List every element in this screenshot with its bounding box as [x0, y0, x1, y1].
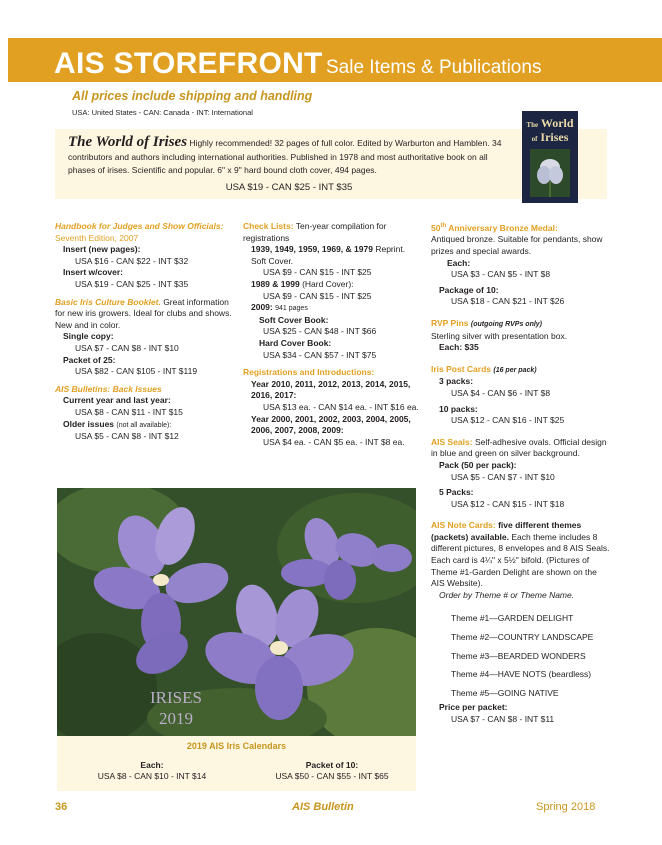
featured-book-description-block	[68, 136, 508, 178]
seals-heading	[431, 437, 611, 460]
item-label: Price per packet:	[439, 702, 508, 713]
calendar-photo-caption	[141, 687, 211, 729]
older-issues-line	[55, 419, 233, 432]
note-cards-title: AIS Note Cards:	[431, 520, 496, 531]
theme-item: Theme #1—GARDEN DELIGHT	[451, 613, 574, 624]
handbook-edition: Seventh Edition, 2007	[55, 232, 139, 243]
item-label: Packet of 10:	[305, 760, 359, 770]
item-price: USA $82 - CAN $105 - INT $119	[75, 366, 198, 377]
item-price: USA $12 - CAN $16 - INT $25	[451, 415, 565, 426]
item-label: 5 Packs:	[439, 487, 474, 498]
medal-heading	[431, 221, 611, 234]
item-label: Year 2000, 2001, 2002, 2003, 2004, 2005, 2006, 2007, 2008, 2009:	[251, 413, 411, 436]
item-price: USA $16 - CAN $22 - INT $32	[75, 255, 189, 266]
theme-item: Theme #3—BEARDED WONDERS	[451, 650, 586, 661]
item-label: 2009:	[251, 302, 273, 313]
item-label: 1989 & 1999	[251, 278, 300, 289]
culture-booklet-title: Basic Iris Culture Booklet.	[55, 296, 161, 307]
item-label: Insert (new pages):	[63, 244, 141, 255]
note-cards-description: Each theme includes 8 different pictures, 8 envelopes and 8 AIS Seals. Each card is 4¼" x 5½" bifold. (Pictures of Theme #1-Garden Delight are shown on the AIS Website).	[431, 531, 610, 589]
featured-book-description: Highly recommended! 32 pages of full color. Edited by Warburton and Hamblen. 34 contributors and authors including international authorities. Published in 1978 and most authoritative book on all phases of irises. Scientific and popular. 6" x 9" hard bound cloth cover, 494 pages.	[68, 138, 502, 175]
bulletins-heading: AIS Bulletins: Back Issues	[55, 383, 162, 394]
page-title: AIS STOREFRONT	[54, 47, 323, 80]
currency-legend: USA: United States - CAN: Canada - INT: International	[72, 108, 253, 117]
handbook-heading	[55, 221, 233, 244]
item-price: USA $25 - CAN $48 - INT $66	[263, 326, 377, 337]
theme-item: Theme #5—GOING NATIVE	[451, 687, 559, 698]
item-price: Each: $35	[439, 342, 479, 353]
checklists-title: Check Lists:	[243, 221, 294, 231]
registrations-heading: Registrations and Introductions:	[243, 367, 375, 378]
item-price: USA $50 - CAN $55 - INT $65	[275, 771, 389, 781]
item-label: Each:	[447, 257, 471, 268]
item-price: USA $13 ea. - CAN $14 ea. - INT $16 ea.	[263, 401, 419, 412]
item-label: Insert w/cover:	[63, 267, 123, 278]
item-note: Reprint. Soft Cover.	[251, 244, 406, 266]
item-price: USA $9 - CAN $15 - INT $25	[263, 267, 372, 278]
item-price: USA $4 - CAN $6 - INT $8	[451, 387, 551, 398]
cover-title-line: World	[540, 116, 574, 130]
item-price: USA $12 - CAN $15 - INT $18	[451, 498, 565, 509]
page-subtitle: Sale Items & Publications	[326, 57, 542, 78]
calendar-caption-line: IRISES	[150, 688, 202, 707]
item-price: USA $8 - CAN $11 - INT $15	[75, 406, 183, 417]
rvp-pins-note: (outgoing RVPs only)	[470, 320, 543, 328]
issue-date: Spring 2018	[536, 801, 596, 813]
middle-column	[243, 221, 421, 448]
cover-title-line: The	[526, 121, 539, 129]
featured-book-price: USA $19 - CAN $25 - INT $35	[225, 182, 353, 193]
post-cards-note: (16 per pack)	[493, 366, 537, 374]
item-price: USA $4 ea. - CAN $5 ea. - INT $8 ea.	[263, 436, 405, 447]
item-label: Package of 10:	[439, 284, 499, 295]
item-label: Packet of 25:	[63, 354, 116, 365]
item-label: Year 2010, 2011, 2012, 2013, 2014, 2015, 2016, 2017:	[251, 378, 411, 401]
culture-booklet-description: Great information for new iris growers. Ideal for clubs and shows. New and in color.	[55, 296, 232, 330]
rvp-pins-title: RVP Pins	[431, 317, 469, 328]
culture-booklet-heading	[55, 297, 233, 332]
theme-item: Theme #4—HAVE NOTS (beardless)	[451, 669, 592, 680]
item-label: 10 packs:	[439, 403, 478, 414]
calendar-price-box	[57, 736, 416, 791]
checklists-description: Ten-year compilation for registrations	[243, 221, 387, 243]
left-column	[55, 221, 233, 443]
post-cards-heading	[431, 364, 611, 377]
item-price: USA $18 - CAN $21 - INT $26	[451, 296, 565, 307]
rvp-pins-heading	[431, 318, 611, 331]
calendar-packet	[252, 760, 412, 782]
shipping-note: All prices include shipping and handling	[72, 89, 313, 103]
checklist-years-a	[243, 244, 421, 267]
item-label: Hard Cover Book:	[259, 337, 332, 348]
item-label: 3 packs:	[439, 376, 474, 387]
theme-item: Theme #2—COUNTRY LANDSCAPE	[451, 632, 594, 643]
book-cover-image	[522, 111, 578, 203]
item-price: USA $5 - CAN $8 - INT $12	[75, 431, 179, 442]
calendar-caption-line: 2019	[159, 709, 193, 728]
item-note: 941 pages	[275, 305, 308, 313]
item-label: Pack (50 per pack):	[439, 459, 517, 470]
item-price: USA $7 - CAN $8 - INT $11	[451, 714, 555, 725]
item-price: USA $19 - CAN $25 - INT $35	[75, 278, 189, 289]
medal-description: Antiqued bronze. Suitable for pendants, show prizes and special awards.	[431, 234, 603, 257]
note-cards-heading	[431, 520, 611, 590]
item-price: USA $5 - CAN $7 - INT $10	[451, 471, 555, 482]
item-price: USA $9 - CAN $15 - INT $25	[263, 290, 372, 301]
item-note: (Hard Cover):	[302, 278, 354, 289]
post-cards-title: Iris Post Cards	[431, 363, 491, 374]
item-price: USA $7 - CAN $8 - INT $10	[75, 342, 179, 353]
note-cards-order-note: Order by Theme # or Theme Name.	[439, 589, 575, 600]
calendar-iris-photo	[57, 488, 416, 736]
note-cards-theme-list	[431, 609, 611, 702]
handbook-title: Handbook for Judges and Show Officials:	[55, 221, 224, 231]
item-price: USA $8 - CAN $10 - INT $14	[97, 771, 207, 781]
item-label: 1939, 1949, 1959, 1969, & 1979	[251, 244, 373, 255]
featured-book-title: The World of Irises	[68, 134, 188, 150]
item-label: Current year and last year:	[63, 395, 171, 406]
item-label: Older issues	[63, 418, 115, 429]
checklists-heading	[243, 221, 421, 244]
seals-title: AIS Seals:	[431, 436, 473, 447]
medal-heading-prefix: 50	[431, 222, 441, 233]
cover-title-line: Irises	[540, 130, 569, 144]
header-banner	[8, 38, 662, 82]
cover-title-line: of	[531, 135, 538, 143]
item-label: Single copy:	[63, 331, 114, 342]
note-cards-lead: five different themes (packets) available.	[431, 520, 582, 542]
medal-heading-suffix: Anniversary Bronze Medal:	[448, 222, 558, 233]
page-number: 36	[55, 801, 68, 813]
item-price: USA $3 - CAN $5 - INT $8	[451, 269, 551, 280]
checklist-year-c	[243, 302, 421, 315]
seals-description: Self-adhesive ovals. Official design in blue and green on silver background.	[431, 436, 607, 459]
calendar-each	[67, 760, 237, 782]
rvp-pins-description: Sterling silver with presentation box.	[431, 330, 568, 341]
item-price: USA $34 - CAN $57 - INT $75	[263, 349, 377, 360]
book-cover-iris-picture	[530, 149, 570, 197]
calendar-title: 2019 AIS Iris Calendars	[186, 741, 287, 751]
item-note: (not all available):	[116, 421, 172, 429]
checklist-years-b	[243, 279, 421, 291]
item-label: Each:	[140, 760, 164, 770]
medal-heading-sup: th	[440, 223, 447, 229]
item-label: Soft Cover Book:	[259, 314, 329, 325]
book-cover-title	[522, 117, 578, 145]
right-column	[431, 221, 611, 726]
publication-name: AIS Bulletin	[292, 801, 354, 813]
